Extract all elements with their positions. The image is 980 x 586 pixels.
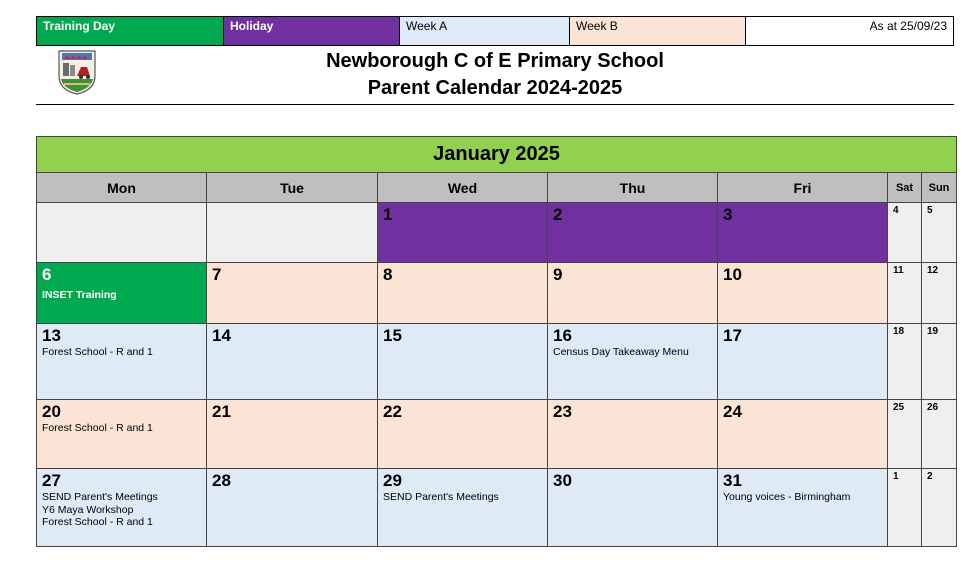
header-titles [36, 48, 954, 102]
day-event: SEND Parent's Meetings [383, 491, 499, 503]
day-cell [378, 263, 548, 324]
day-cell [718, 203, 888, 263]
day-number: 16 [553, 326, 572, 345]
day-number: 29 [383, 471, 402, 490]
weekend-cell [922, 203, 957, 263]
day-cell [548, 263, 718, 324]
as-at-date: As at 25/09/23 [746, 16, 954, 46]
calendar-title: Parent Calendar 2024-2025 [367, 77, 623, 99]
weekend-cell [888, 263, 922, 324]
week-row [37, 203, 957, 263]
weekend-cell [888, 203, 922, 263]
day-number: 28 [212, 471, 231, 490]
day-cell [37, 469, 207, 547]
day-event: Forest School - R and 1 [42, 516, 153, 528]
day-number: 2 [927, 471, 933, 482]
day-number: 8 [383, 265, 393, 284]
day-number: 19 [927, 326, 939, 337]
day-number: 5 [927, 205, 933, 216]
day-cell [378, 324, 548, 400]
day-number: 27 [42, 471, 61, 490]
legend-holiday: Holiday [224, 16, 400, 46]
day-event: Census Day Takeaway Menu [553, 346, 689, 358]
day-number: 9 [553, 265, 563, 284]
day-cell [37, 263, 207, 324]
colour-key [36, 16, 954, 46]
day-cell [207, 203, 378, 263]
weekend-cell [922, 263, 957, 324]
weekend-cell [922, 324, 957, 400]
day-number: 14 [212, 326, 231, 345]
day-number: 31 [723, 471, 742, 490]
weekend-cell [888, 400, 922, 469]
day-number: 22 [383, 402, 402, 421]
day-number: 12 [927, 265, 939, 276]
day-cell [37, 203, 207, 263]
day-cell [718, 469, 888, 547]
day-event: Forest School - R and 1 [42, 346, 153, 358]
weekend-cell [888, 324, 922, 400]
day-number: 23 [553, 402, 572, 421]
day-number: 21 [212, 402, 231, 421]
day-cell [207, 263, 378, 324]
school-name: Newborough C of E Primary School [326, 50, 664, 72]
dow-wed: Wed [378, 173, 548, 203]
day-number: 1 [893, 471, 899, 482]
week-row [37, 324, 957, 400]
day-cell [207, 324, 378, 400]
day-cell [378, 203, 548, 263]
day-cell [548, 203, 718, 263]
day-number: 1 [383, 205, 393, 224]
day-cell [37, 324, 207, 400]
day-cell [718, 324, 888, 400]
day-number: 4 [893, 205, 899, 216]
day-number: 13 [42, 326, 61, 345]
page-header [36, 46, 954, 105]
day-cell [37, 400, 207, 469]
day-event: Y6 Maya Workshop [42, 503, 134, 516]
day-number: 7 [212, 265, 222, 284]
day-number: 25 [893, 402, 905, 413]
legend-training-day: Training Day [36, 16, 224, 46]
week-row [37, 263, 957, 324]
day-number: 15 [383, 326, 402, 345]
day-number: 30 [553, 471, 572, 490]
dow-mon: Mon [37, 173, 207, 203]
legend-week-a: Week A [400, 16, 570, 46]
week-row [37, 400, 957, 469]
day-cell [548, 324, 718, 400]
month-calendar [36, 136, 957, 547]
day-cell [207, 469, 378, 547]
day-cell [718, 400, 888, 469]
day-cell [207, 400, 378, 469]
day-number: 3 [723, 205, 733, 224]
weekend-cell [922, 469, 957, 547]
day-cell [548, 400, 718, 469]
weekend-cell [888, 469, 922, 547]
day-event: INSET Training [42, 289, 117, 301]
legend-week-b: Week B [570, 16, 746, 46]
day-cell [718, 263, 888, 324]
day-event: SEND Parent's Meetings [42, 491, 158, 503]
weekend-cell [922, 400, 957, 469]
day-number: 18 [893, 326, 905, 337]
day-event: Forest School - R and 1 [42, 422, 153, 434]
week-row [37, 469, 957, 547]
day-number: 10 [723, 265, 742, 284]
dow-tue: Tue [207, 173, 378, 203]
day-cell [378, 400, 548, 469]
day-event: Young voices - Birmingham [723, 491, 851, 503]
day-cell [548, 469, 718, 547]
day-number: 6 [42, 265, 52, 284]
day-number: 24 [723, 402, 742, 421]
day-number: 20 [42, 402, 61, 421]
day-number: 11 [893, 265, 904, 276]
dow-sat: Sat [888, 173, 922, 203]
day-number: 17 [723, 326, 742, 345]
day-number: 26 [927, 402, 939, 413]
day-cell [378, 469, 548, 547]
month-title: January 2025 [37, 137, 957, 173]
dow-fri: Fri [718, 173, 888, 203]
dow-thu: Thu [548, 173, 718, 203]
dow-sun: Sun [922, 173, 957, 203]
day-number: 2 [553, 205, 563, 224]
